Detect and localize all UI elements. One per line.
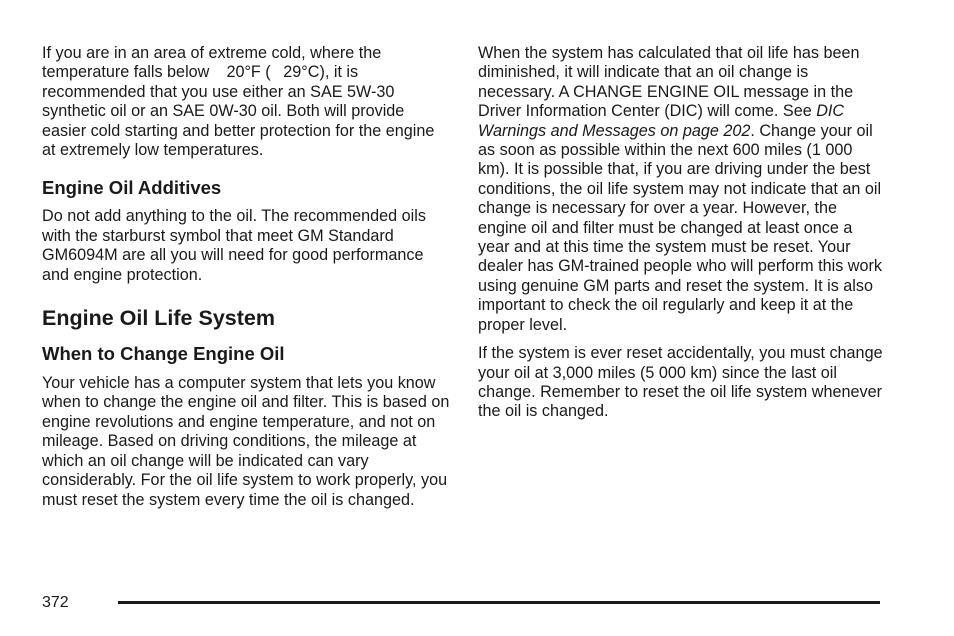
left-column: [42, 44, 452, 510]
engine-oil-additives-heading: Engine Oil Additives: [42, 177, 222, 199]
oil-life-indication-paragraph: [478, 44, 888, 335]
engine-oil-life-system-heading: Engine Oil Life System: [42, 306, 275, 331]
page-number: 372: [42, 594, 69, 611]
when-to-change-heading: When to Change Engine Oil: [42, 343, 285, 365]
additives-paragraph: Do not add anything to the oil. The recommended oils with the starburst symbol that meet GM Standard GM6094M are all you will need for good performance and engine protection.: [42, 207, 426, 284]
footer-rule: [118, 601, 880, 604]
right-column: [478, 44, 888, 422]
dic-warnings-reference-link[interactable]: DIC Warnings and Messages on page 202: [478, 102, 845, 140]
paragraph-text-end: . Change your oil as soon as possible within the next 600 miles (1 000 km). It is possible that, if you are driving under the best conditions, the oil life system may not indicate that an oil change is necessary for over a year. However, the engine oil and filter must be changed at least once a year and at this time the system must be reset. Your dealer has GM-trained people who will perform this work using genuine GM parts and reset the system. It is also important to check the oil regularly and keep it at the proper level.: [478, 121, 882, 334]
cold-weather-paragraph: If you are in an area of extreme cold, where the temperature falls below 20°F ( 29°C), it is recommended that you use either an SAE 5W-30 synthetic oil or an SAE 0W-30 oil. Both will provide easier cold starting and better protection for the engine at extremely low temperatures.: [42, 44, 435, 160]
when-to-change-paragraph: Your vehicle has a computer system that lets you know when to change the engine oil and filter. This is based on engine revolutions and engine temperature, and not on mileage. Based on driving conditions, the mileage at which an oil change will be indicated can vary considerably. For the oil life system to work properly, you must reset the system every time the oil is changed.: [42, 374, 450, 509]
paragraph-text-start: When the system has calculated that oil life has been diminished, it will indicate that an oil change is necessary. A CHANGE ENGINE OIL message in the Driver Information Center (DIC) will come. See: [478, 44, 860, 121]
reset-accidentally-paragraph: If the system is ever reset accidentally, you must change your oil at 3,000 miles (5 000 km) since the last oil change. Remember to reset the oil life system whenever the oil is changed.: [478, 344, 883, 421]
